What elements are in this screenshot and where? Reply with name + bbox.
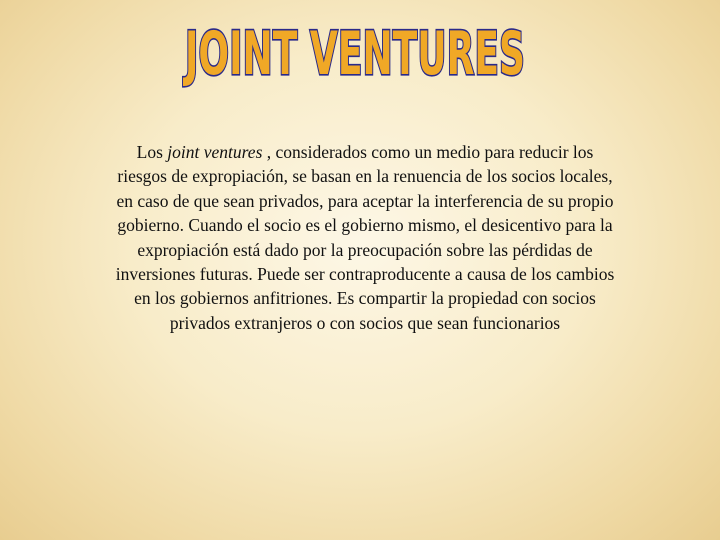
body-paragraph [112, 140, 618, 335]
body-text: , considerados como un medio para reducir los riesgos de expropiación, se basan en la renuencia de los socios locales, en caso de que sean privados, para aceptar la interferencia de su propio gobierno. Cuando el socio es el gobierno mismo, el desicentivo para la expropiación está dado por la preocupación sobre las pérdidas de inversiones futuras. Puede ser contraproducente a causa de los cambios en los gobiernos anfitriones. Es compartir la propiedad con socios privados extranjeros o con socios que sean funcionarios [115, 142, 615, 333]
title-wordart [180, 19, 530, 89]
slide-title [180, 19, 530, 89]
body-italic-term: joint ventures [167, 142, 263, 162]
body-lead: Los [136, 142, 163, 162]
title-text: JOINT VENTURES [182, 19, 525, 89]
